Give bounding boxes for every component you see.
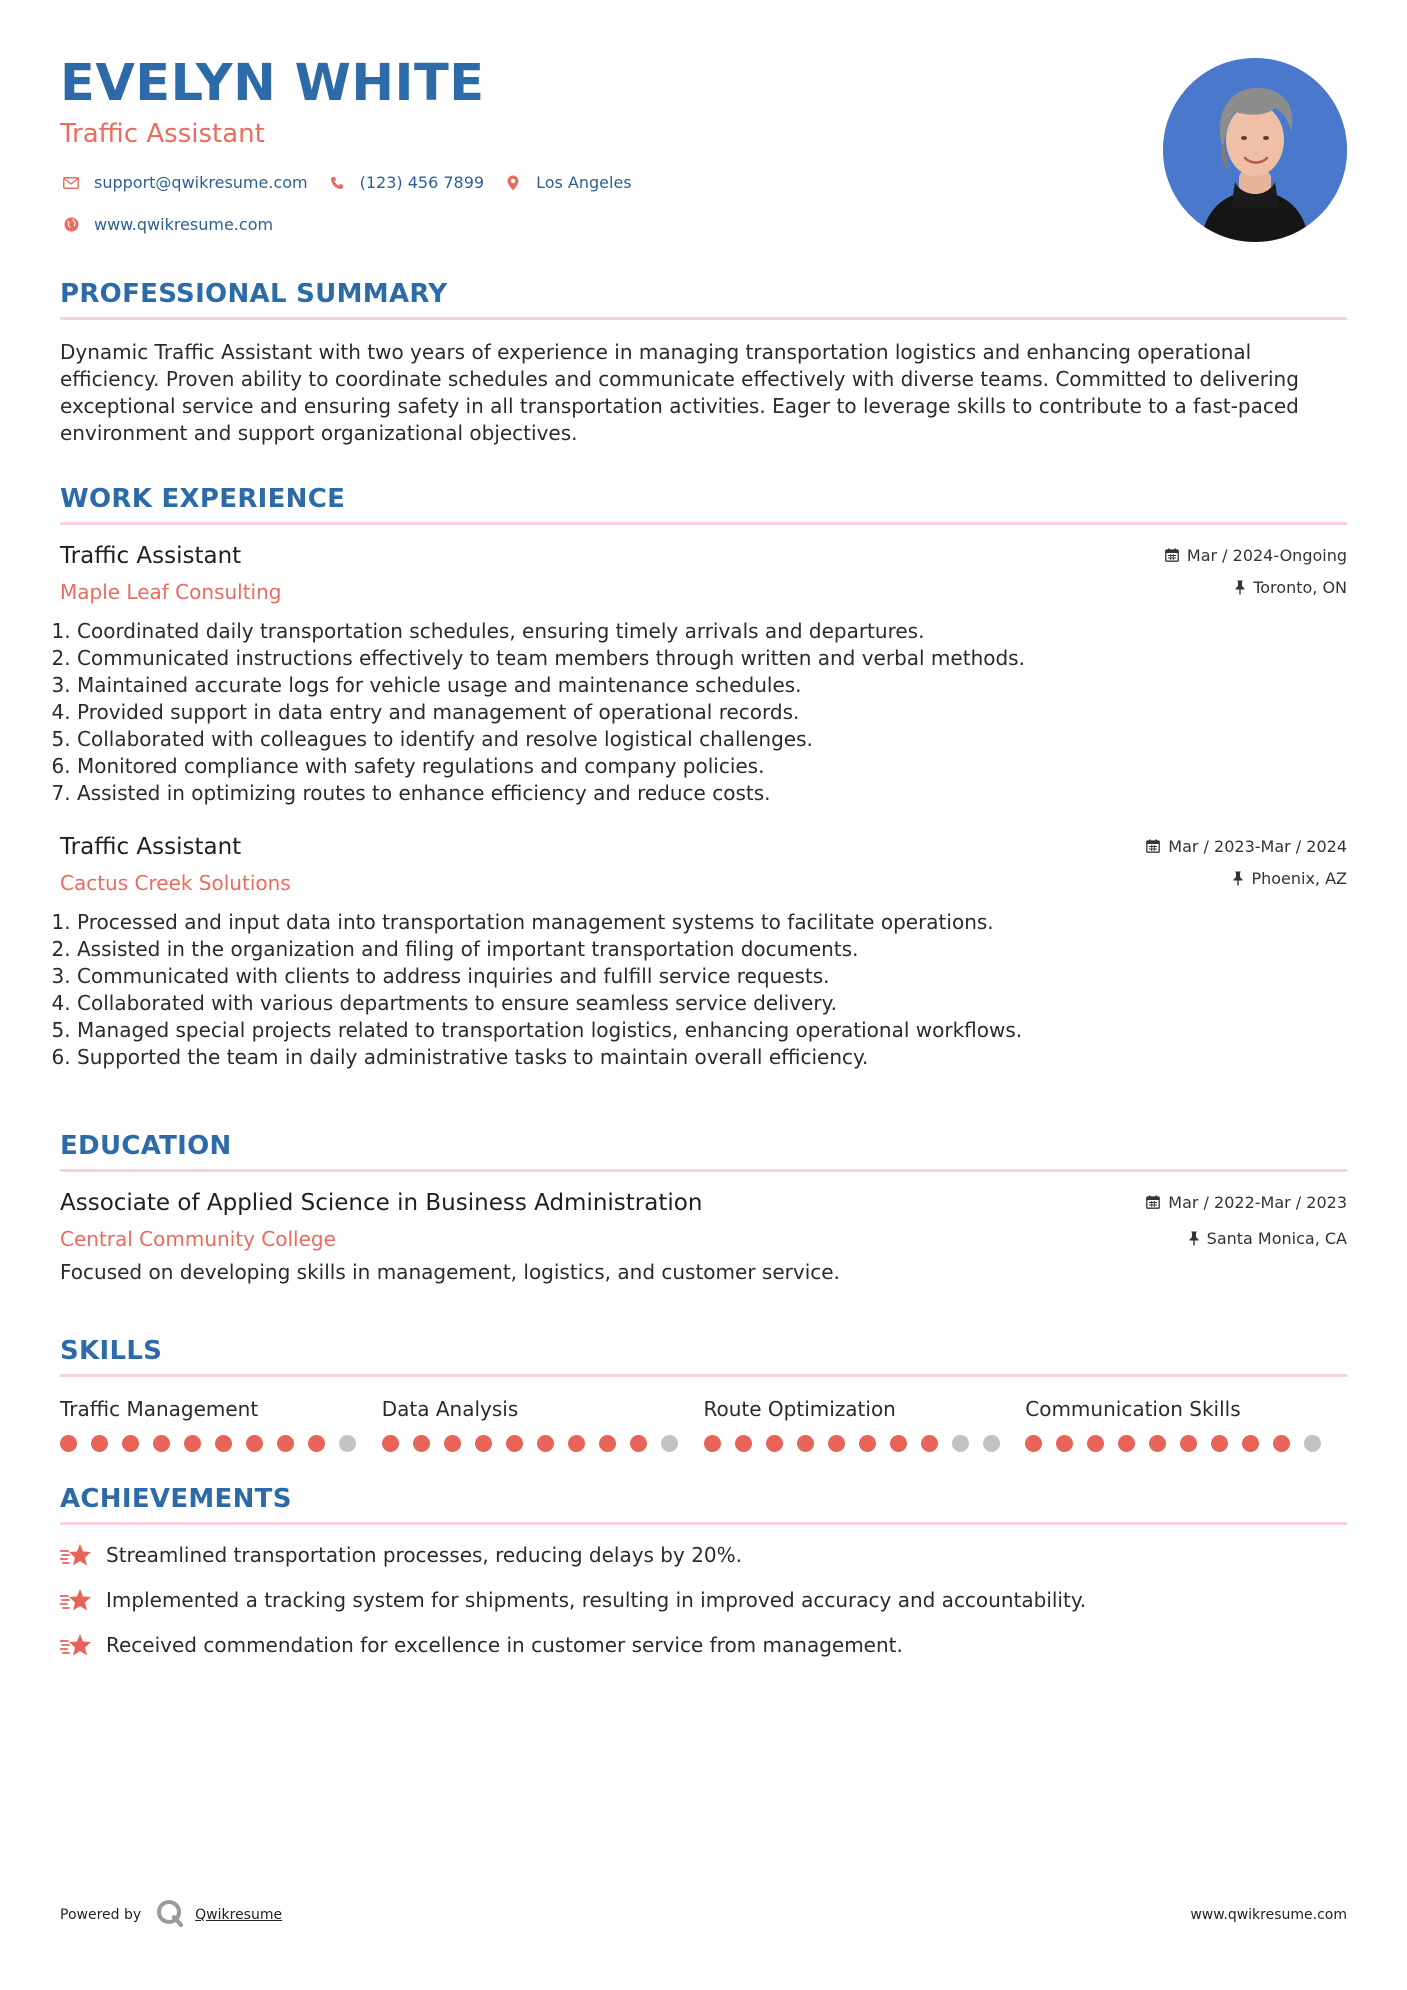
star-icon — [60, 1587, 92, 1613]
star-icon — [60, 1542, 92, 1568]
summary-text: Dynamic Traffic Assistant with two years of experience in managing transportation logistics and enhancing operational efficiency. Proven ability to coordinate schedules and communicate effectively with diverse teams. Committed to delivering exceptional service and ensuring safety in all transportation activities. Eager to leverage skills to contribute to a fast-paced environment and support organizational objectives. — [60, 340, 1299, 445]
candidate-name: EVELYN WHITE — [60, 54, 485, 113]
rating-dot-filled — [1118, 1435, 1135, 1452]
job-location: Toronto, ON — [1165, 577, 1347, 597]
globe-icon — [60, 217, 82, 232]
contact-row — [60, 173, 650, 192]
envelope-icon — [60, 177, 82, 189]
education-description: Focused on developing skills in management, logistics, and customer service. — [60, 1260, 840, 1284]
education-section — [60, 1131, 1347, 1286]
rating-dot-empty — [983, 1435, 1000, 1452]
rating-dot-filled — [277, 1435, 294, 1452]
job-duties — [60, 618, 1347, 807]
skill-name: Data Analysis — [381, 1397, 519, 1421]
job-meta — [1165, 545, 1347, 597]
rating-dot-filled — [1025, 1435, 1042, 1452]
rating-dot-filled — [568, 1435, 585, 1452]
rating-dot-filled — [921, 1435, 938, 1452]
education-dates: Mar / 2022-Mar / 2023 — [1146, 1192, 1347, 1212]
rating-dot-filled — [1056, 1435, 1073, 1452]
school-name: Central Community College — [60, 1227, 336, 1251]
rating-dot-filled — [1149, 1435, 1166, 1452]
footer-website-link[interactable]: www.qwikresume.com — [1190, 1907, 1347, 1923]
rating-dot-filled — [382, 1435, 399, 1452]
experience-heading: WORK EXPERIENCE — [60, 484, 346, 514]
calendar-icon — [1146, 839, 1160, 853]
rating-dot-empty — [952, 1435, 969, 1452]
job-entry — [60, 543, 1347, 807]
rating-dot-filled — [890, 1435, 907, 1452]
qwikresume-link[interactable]: Qwikresume — [195, 1907, 283, 1923]
job-title: Traffic Assistant — [60, 834, 242, 860]
section-divider — [60, 1522, 1347, 1525]
skills-heading: SKILLS — [60, 1336, 163, 1366]
section-divider — [60, 317, 1347, 320]
list-item: 6. Monitored compliance with safety regulations and company policies. — [77, 753, 1347, 780]
job-title: Traffic Assistant — [60, 543, 242, 569]
rating-dot-filled — [122, 1435, 139, 1452]
rating-dot-filled — [506, 1435, 523, 1452]
profile-photo — [1163, 58, 1347, 242]
email-link[interactable]: support@qwikresume.com — [94, 173, 308, 192]
rating-dot-filled — [60, 1435, 77, 1452]
skill-item — [60, 1397, 382, 1452]
rating-dot-filled — [153, 1435, 170, 1452]
education-heading: EDUCATION — [60, 1131, 232, 1161]
achievements-section — [60, 1484, 1347, 1659]
rating-dot-empty — [661, 1435, 678, 1452]
qwikresume-logo-icon — [155, 1898, 185, 1932]
job-entry — [60, 834, 1347, 1071]
rating-dot-filled — [537, 1435, 554, 1452]
skill-name: Traffic Management — [60, 1397, 259, 1421]
rating-dot-filled — [444, 1435, 461, 1452]
list-item: 6. Supported the team in daily administrative tasks to maintain overall efficiency. — [77, 1044, 1347, 1071]
rating-dot-filled — [599, 1435, 616, 1452]
rating-dot-filled — [184, 1435, 201, 1452]
list-item: 3. Communicated with clients to address inquiries and fulfill service requests. — [77, 963, 1347, 990]
skills-section — [60, 1336, 1347, 1452]
pushpin-icon — [1235, 580, 1245, 595]
rating-dot-filled — [630, 1435, 647, 1452]
education-entry — [60, 1190, 1347, 1286]
degree-title: Associate of Applied Science in Business Administration — [60, 1190, 703, 1216]
rating-dot-filled — [1242, 1435, 1259, 1452]
achievement-item: Implemented a tracking system for shipments, resulting in improved accuracy and accountability. — [60, 1586, 1347, 1614]
skill-rating — [60, 1435, 382, 1452]
section-divider — [60, 1374, 1347, 1377]
job-company: Cactus Creek Solutions — [60, 871, 291, 895]
rating-dot-filled — [704, 1435, 721, 1452]
rating-dot-filled — [246, 1435, 263, 1452]
achievement-item: Received commendation for excellence in customer service from management. — [60, 1631, 1347, 1659]
list-item: 5. Managed special projects related to transportation logistics, enhancing operational workflows. — [77, 1017, 1347, 1044]
skill-rating — [382, 1435, 704, 1452]
list-item: 7. Assisted in optimizing routes to enhance efficiency and reduce costs. — [77, 780, 1347, 807]
resume-header — [60, 0, 1347, 250]
rating-dot-filled — [1180, 1435, 1197, 1452]
skill-item — [704, 1397, 1026, 1452]
rating-dot-filled — [308, 1435, 325, 1452]
skill-rating — [1025, 1435, 1347, 1452]
skill-name: Communication Skills — [1025, 1397, 1241, 1421]
rating-dot-filled — [766, 1435, 783, 1452]
list-item: 2. Assisted in the organization and filing of important transportation documents. — [77, 936, 1347, 963]
achievements-heading: ACHIEVEMENTS — [60, 1484, 292, 1514]
rating-dot-filled — [1087, 1435, 1104, 1452]
skill-item — [1025, 1397, 1347, 1452]
candidate-title: Traffic Assistant — [60, 119, 265, 149]
section-divider — [60, 1169, 1347, 1172]
achievements-list — [60, 1541, 1347, 1659]
education-meta — [1146, 1192, 1347, 1248]
rating-dot-filled — [1273, 1435, 1290, 1452]
powered-by — [60, 1898, 282, 1932]
education-location: Santa Monica, CA — [1146, 1228, 1347, 1248]
calendar-icon — [1146, 1195, 1160, 1209]
achievement-item: Streamlined transportation processes, reducing delays by 20%. — [60, 1541, 1347, 1569]
rating-dot-filled — [413, 1435, 430, 1452]
rating-dot-empty — [339, 1435, 356, 1452]
location-text: Los Angeles — [536, 173, 632, 192]
list-item: 2. Communicated instructions effectively to team members through written and verbal methods. — [77, 645, 1347, 672]
rating-dot-filled — [1211, 1435, 1228, 1452]
list-item: 4. Provided support in data entry and management of operational records. — [77, 699, 1347, 726]
rating-dot-filled — [735, 1435, 752, 1452]
list-item: 5. Collaborated with colleagues to identify and resolve logistical challenges. — [77, 726, 1347, 753]
contact-row-website — [60, 215, 291, 234]
rating-dot-filled — [859, 1435, 876, 1452]
rating-dot-filled — [91, 1435, 108, 1452]
job-dates: Mar / 2023-Mar / 2024 — [1146, 836, 1347, 856]
experience-section — [60, 484, 1347, 1071]
summary-section — [60, 279, 1347, 447]
list-item: 1. Coordinated daily transportation schedules, ensuring timely arrivals and departures. — [77, 618, 1347, 645]
list-item: 1. Processed and input data into transportation management systems to facilitate operations. — [77, 909, 1347, 936]
pushpin-icon — [1189, 1231, 1199, 1246]
website-link[interactable]: www.qwikresume.com — [94, 215, 274, 234]
phone-number[interactable]: (123) 456 7899 — [359, 173, 485, 192]
job-dates: Mar / 2024-Ongoing — [1165, 545, 1347, 565]
powered-by-label: Powered by — [60, 1907, 142, 1923]
skill-item — [382, 1397, 704, 1452]
map-pin-icon — [502, 175, 524, 191]
rating-dot-filled — [475, 1435, 492, 1452]
list-item: 4. Collaborated with various departments to ensure seamless service delivery. — [77, 990, 1347, 1017]
page-footer — [60, 1895, 1347, 1935]
phone-icon — [326, 176, 348, 190]
job-location: Phoenix, AZ — [1146, 868, 1347, 888]
rating-dot-filled — [797, 1435, 814, 1452]
rating-dot-filled — [828, 1435, 845, 1452]
job-meta — [1146, 836, 1347, 888]
summary-heading: PROFESSIONAL SUMMARY — [60, 279, 448, 309]
calendar-icon — [1165, 548, 1179, 562]
list-item: 3. Maintained accurate logs for vehicle usage and maintenance schedules. — [77, 672, 1347, 699]
section-divider — [60, 522, 1347, 525]
skill-rating — [704, 1435, 1026, 1452]
job-company: Maple Leaf Consulting — [60, 580, 282, 604]
job-duties — [60, 909, 1347, 1071]
rating-dot-filled — [215, 1435, 232, 1452]
star-icon — [60, 1632, 92, 1658]
pushpin-icon — [1233, 871, 1243, 886]
rating-dot-empty — [1304, 1435, 1321, 1452]
skills-grid — [60, 1397, 1347, 1452]
skill-name: Route Optimization — [703, 1397, 896, 1421]
